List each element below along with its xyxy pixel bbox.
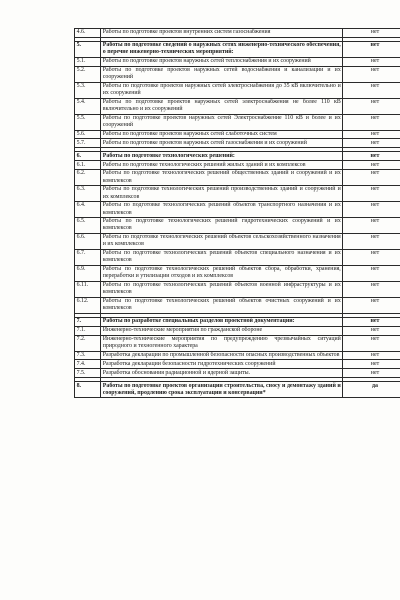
row-description: Работы по подготовке технологических решений объектов специального назначения и их комплексов bbox=[101, 249, 343, 265]
row-description: Работы по подготовке проектов наружных сетей электроснабжения не более 110 кВ включительно и их сооружений bbox=[101, 98, 343, 114]
row-description: Разработка декларации безопасности гидротехнических сооружений bbox=[101, 360, 343, 369]
row-value: нет bbox=[343, 170, 400, 186]
row-number: 5.1. bbox=[75, 57, 101, 66]
row-value: нет bbox=[343, 317, 400, 326]
section-header-row bbox=[75, 41, 400, 57]
row-number: 7.3. bbox=[75, 351, 101, 360]
table-row bbox=[75, 186, 400, 202]
row-description: Работы по подготовке технологических решений объектов военной инфраструктуры и их комплексов bbox=[101, 281, 343, 297]
row-description: Инженерно-технические мероприятия по предупреждению чрезвычайных ситуаций природного и техногенного характера bbox=[101, 335, 343, 351]
row-value: нет bbox=[343, 57, 400, 66]
row-description: Работы по подготовке технологических решений объектов очистных сооружений и их комплексов bbox=[101, 297, 343, 313]
row-value: нет bbox=[343, 114, 400, 130]
row-description: Работы по подготовке сведений о наружных сетях инженерно-технического обеспечения, о перечне инженерно-технических мероприятий: bbox=[101, 41, 343, 57]
row-description: Работы по подготовке проектов наружных сетей газоснабжения и их сооружений bbox=[101, 139, 343, 148]
row-number: 5.5. bbox=[75, 114, 101, 130]
table-row bbox=[75, 98, 400, 114]
row-value: нет bbox=[343, 265, 400, 281]
table-row bbox=[75, 161, 400, 170]
row-number: 6.4. bbox=[75, 202, 101, 218]
row-description: Работы по подготовке проектов организации строительства, сносу и демонтажу зданий и сооружений, продлению срока эксплуатации и консервации* bbox=[101, 382, 343, 398]
row-value: нет bbox=[343, 335, 400, 351]
row-number: 6.3. bbox=[75, 186, 101, 202]
table-row bbox=[75, 82, 400, 98]
row-value: нет bbox=[343, 297, 400, 313]
row-number: 7. bbox=[75, 317, 101, 326]
row-number: 8. bbox=[75, 382, 101, 398]
row-number: 6.2. bbox=[75, 170, 101, 186]
table-row bbox=[75, 360, 400, 369]
row-number: 5.3. bbox=[75, 82, 101, 98]
row-value: нет bbox=[343, 139, 400, 148]
row-value: нет bbox=[343, 130, 400, 139]
table-row bbox=[75, 202, 400, 218]
row-description: Работы по подготовке проектов наружных сетей электроснабжения до 35 кВ включительно и их сооружений bbox=[101, 82, 343, 98]
row-description: Работы по подготовке технологических решений: bbox=[101, 152, 343, 161]
row-value: нет bbox=[343, 152, 400, 161]
section-header-row bbox=[75, 382, 400, 398]
table-body bbox=[75, 29, 400, 398]
table-row bbox=[75, 139, 400, 148]
row-value: нет bbox=[343, 249, 400, 265]
row-value: нет bbox=[343, 66, 400, 82]
row-value: нет bbox=[343, 202, 400, 218]
row-description: Работы по подготовке технологических решений жилых зданий и их комплексов bbox=[101, 161, 343, 170]
row-number: 5.6. bbox=[75, 130, 101, 139]
row-number: 6.1. bbox=[75, 161, 101, 170]
row-value: нет bbox=[343, 233, 400, 249]
row-value: нет bbox=[343, 41, 400, 57]
row-value: нет bbox=[343, 161, 400, 170]
row-number: 6.6. bbox=[75, 233, 101, 249]
row-number: 6. bbox=[75, 152, 101, 161]
table-row bbox=[75, 351, 400, 360]
row-description: Работы по разработке специальных разделов проектной документации: bbox=[101, 317, 343, 326]
row-description: Разработка декларации по промышленной безопасности опасных производственных объектов bbox=[101, 351, 343, 360]
row-value: нет bbox=[343, 98, 400, 114]
row-description: Инженерно-технические мероприятия по гражданской обороне bbox=[101, 326, 343, 335]
table-row bbox=[75, 130, 400, 139]
table-row bbox=[75, 326, 400, 335]
row-value: да bbox=[343, 382, 400, 398]
row-description: Работы по подготовке технологических решений общественных зданий и сооружений и их комплексов bbox=[101, 170, 343, 186]
row-number: 5.4. bbox=[75, 98, 101, 114]
section-header-row bbox=[75, 317, 400, 326]
row-description: Работы по подготовке технологических решений объектов сельскохозяйственного назначения и их комплексов bbox=[101, 233, 343, 249]
row-number: 7.4. bbox=[75, 360, 101, 369]
row-number: 5.2. bbox=[75, 66, 101, 82]
table-row bbox=[75, 218, 400, 234]
row-value: нет bbox=[343, 369, 400, 378]
row-description: Разработка обоснования радиационной и ядерной защиты. bbox=[101, 369, 343, 378]
row-value: нет bbox=[343, 360, 400, 369]
row-number: 7.2. bbox=[75, 335, 101, 351]
row-number: 6.9. bbox=[75, 265, 101, 281]
work-types-table bbox=[74, 28, 400, 398]
table-row bbox=[75, 335, 400, 351]
row-number: 7.5. bbox=[75, 369, 101, 378]
row-number: 6.7. bbox=[75, 249, 101, 265]
row-value: нет bbox=[343, 29, 400, 38]
table-row bbox=[75, 170, 400, 186]
row-value: нет bbox=[343, 82, 400, 98]
row-value: нет bbox=[343, 218, 400, 234]
row-description: Работы по подготовке проектов наружных сетей слаботочных систем bbox=[101, 130, 343, 139]
table-row bbox=[75, 29, 400, 38]
row-number: 7.1. bbox=[75, 326, 101, 335]
row-description: Работы по подготовке проектов наружных сетей Электроснабжение 110 кВ и более и их сооружений bbox=[101, 114, 343, 130]
row-number: 5.7. bbox=[75, 139, 101, 148]
row-description: Работы по подготовке проектов наружных сетей водоснабжения и канализации и их сооружений bbox=[101, 66, 343, 82]
row-value: нет bbox=[343, 186, 400, 202]
row-number: 6.12. bbox=[75, 297, 101, 313]
table-row bbox=[75, 297, 400, 313]
row-description: Работы по подготовке технологических решений производственных зданий и сооружений и их комплексов bbox=[101, 186, 343, 202]
table-row bbox=[75, 265, 400, 281]
table-row bbox=[75, 114, 400, 130]
row-number: 6.5. bbox=[75, 218, 101, 234]
table-row bbox=[75, 233, 400, 249]
table-row bbox=[75, 281, 400, 297]
row-description: Работы по подготовке технологических решений объектов сбора, обработки, хранения, переработки и утилизации отходов и их комплексов bbox=[101, 265, 343, 281]
section-header-row bbox=[75, 152, 400, 161]
row-number: 4.6. bbox=[75, 29, 101, 38]
row-number: 6.11. bbox=[75, 281, 101, 297]
row-value: нет bbox=[343, 351, 400, 360]
table-row bbox=[75, 369, 400, 378]
row-number: 5. bbox=[75, 41, 101, 57]
row-value: нет bbox=[343, 281, 400, 297]
row-value: нет bbox=[343, 326, 400, 335]
row-description: Работы по подготовке технологических решений объектов транспортного назначения и их комплексов bbox=[101, 202, 343, 218]
table-row bbox=[75, 57, 400, 66]
table-row bbox=[75, 66, 400, 82]
row-description: Работы по подготовке проектов внутренних систем газоснабжения bbox=[101, 29, 343, 38]
row-description: Работы по подготовке проектов наружных сетей теплоснабжения и их сооружений bbox=[101, 57, 343, 66]
table-row bbox=[75, 249, 400, 265]
row-description: Работы по подготовке технологических решений гидротехнических сооружений и их комплексов bbox=[101, 218, 343, 234]
